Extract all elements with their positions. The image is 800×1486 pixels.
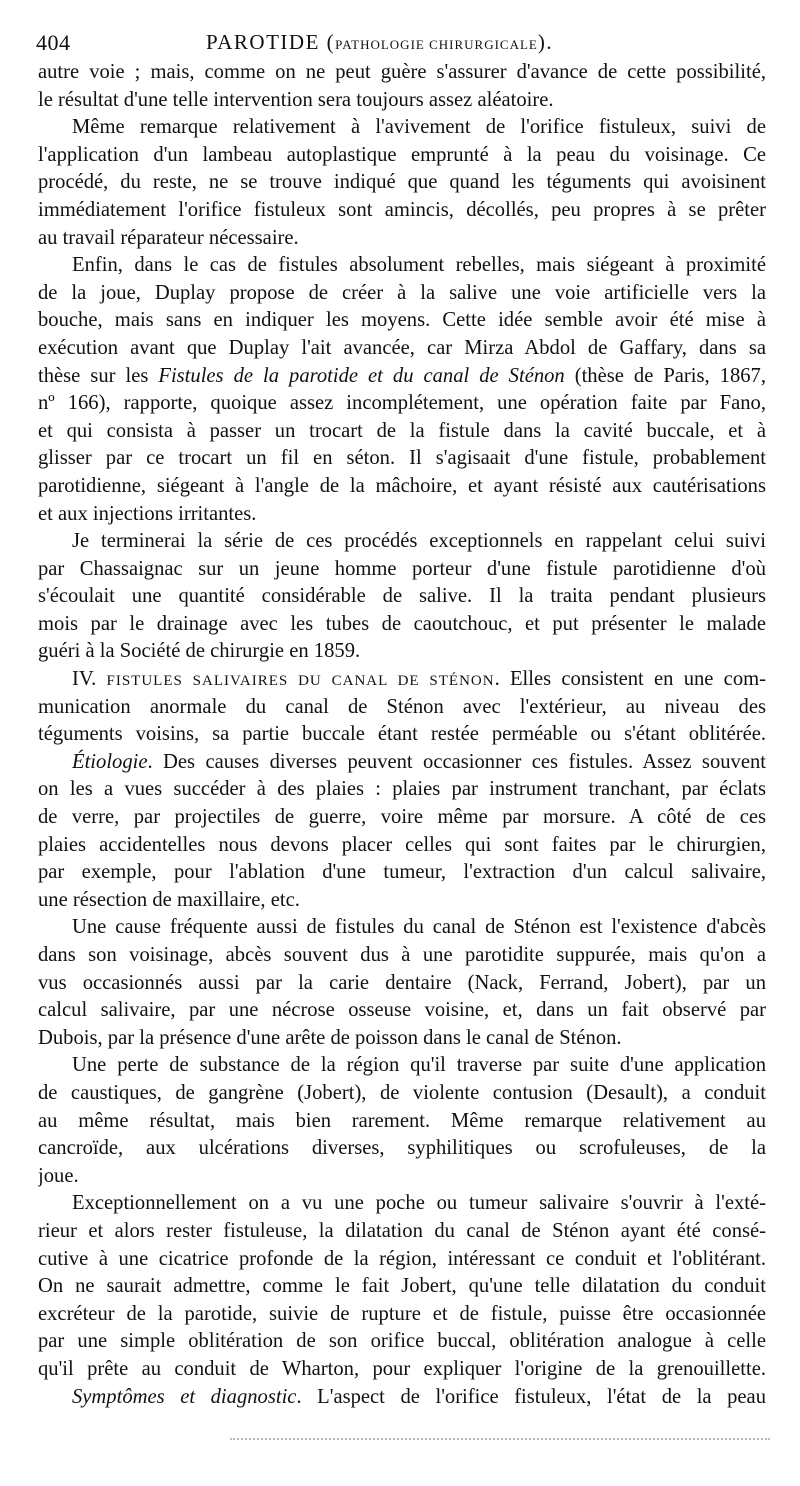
text-line: On ne saurait admettre, comme le fait Jobert, qu'une telle dilatation du conduit [38, 1275, 766, 1298]
text-line: l'application d'un lambeau autoplastique emprunté à la peau du voisinage. Ce [38, 143, 766, 166]
text-line: cutive à une cicatrice profonde de la région, intéressant ce conduit et l'oblitérant. [38, 1247, 766, 1270]
text-line: Une perte de substance de la région qu'il traverse par suite d'une application [72, 1054, 766, 1077]
text-line: joue. [38, 1164, 79, 1187]
text-line: au travail réparateur nécessaire. [38, 226, 299, 249]
styled-phrase: Fistules de la parotide et du canal de Sténon [158, 364, 565, 387]
text-line: de verre, par projectiles de guerre, voire même par morsure. A côté de ces [38, 806, 766, 829]
text-line: de caustiques, de gangrène (Jobert), de violente contusion (Desault), a conduit [38, 1081, 766, 1104]
text-line: munication anormale du canal de Sténon avec l'extérieur, au niveau des [38, 695, 766, 718]
running-head-main: PAROTIDE ( [206, 30, 336, 54]
running-head-end: ). [537, 30, 554, 54]
text-line: rieur et alors rester fistuleuse, la dilatation du canal de Sténon ayant été consé- [38, 1219, 766, 1242]
running-head-subtitle: PATHOLOGIE CHIRURGICALE [335, 37, 538, 52]
text-line: exécution avant que Duplay l'ait avancée, car Mirza Abdol de Gaffary, dans sa [38, 336, 766, 359]
text-line: par une simple oblitération de son orifice buccal, oblitération analogue à celle [38, 1330, 766, 1353]
text-line: par exemple, pour l'ablation d'une tumeur, l'extraction d'un calcul salivaire, [38, 861, 766, 884]
text-line: Exceptionnellement on a vu une poche ou tumeur salivaire s'ouvrir à l'exté- [72, 1192, 766, 1215]
text-line: excréteur de la parotide, suivie de rupture et de fistule, puisse être occasionnée [38, 1302, 766, 1325]
text-line: de la joue, Duplay propose de créer à la salive une voie artificielle vers la [38, 281, 766, 304]
text-line: Enfin, dans le cas de fistules absolument rebelles, mais siégeant à proximité [72, 254, 766, 277]
text-line: nº 166), rapporte, quoique assez incomplétement, une opération faite par Fano, [38, 392, 766, 415]
text-line: parotidienne, siégeant à l'angle de la mâchoire, et ayant résisté aux cautérisations [38, 474, 766, 497]
text-line: le résultat d'une telle intervention sera toujours assez aléatoire. [38, 88, 554, 111]
text-line: Symptômes et diagnostic. L'aspect de l'orifice fistuleux, l'état de la peau [72, 1385, 766, 1408]
text-line: thèse sur les Fistules de la parotide et du canal de Sténon (thèse de Paris, 1867, [38, 364, 766, 387]
text-line: Dubois, par la présence d'une arête de poisson dans le canal de Sténon. [38, 1026, 622, 1049]
styled-phrase: Étiologie [72, 750, 148, 773]
page-number: 404 [36, 30, 71, 55]
text-line: plaies accidentelles nous devons placer celles qui sont faites par le chirurgien, [38, 833, 766, 856]
text-line: cancroïde, aux ulcérations diverses, syphilitiques ou scrofuleuses, de la [38, 1137, 766, 1160]
text-line: immédiatement l'orifice fistuleux sont amincis, décollés, peu propres à se prêter [38, 198, 766, 221]
text-line: par Chassaignac sur un jeune homme porteur d'une fistule parotidienne d'où [38, 557, 766, 580]
text-line: s'écoulait une quantité considérable de salive. Il la traita pendant plusieurs [38, 585, 766, 608]
text-line: vus occasionnés aussi par la carie dentaire (Nack, Ferrand, Jobert), par un [38, 971, 766, 994]
text-line: guéri à la Société de chirurgie en 1859. [38, 640, 361, 663]
text-line: Étiologie. Des causes diverses peuvent occasionner ces fistules. Assez souvent [72, 750, 766, 773]
text-line: Même remarque relativement à l'avivement de l'orifice fistuleux, suivi de [72, 116, 766, 139]
text-line: au même résultat, mais bien rarement. Même remarque relativement au [38, 1109, 766, 1132]
text-line: téguments voisins, sa partie buccale étant restée perméable ou s'étant oblitérée. [38, 723, 766, 746]
text-line: et aux injections irritantes. [38, 502, 257, 525]
text-line: on les a vues succéder à des plaies : plaies par instrument tranchant, par éclats [38, 778, 766, 801]
text-line: procédé, du reste, ne se trouve indiqué que quand les téguments qui avoisinent [38, 171, 766, 194]
text-line: glisser par ce trocart un fil en séton. Il s'agisaait d'une fistule, probablement [38, 447, 766, 470]
text-line: Je terminerai la série de ces procédés exceptionnels en rappelant celui suivi [72, 530, 766, 553]
body-text [38, 59, 766, 1411]
text-line: bouche, mais sans en indiquer les moyens. Cette idée semble avoir été mise à [38, 309, 766, 332]
text-line: dans son voisinage, abcès souvent dus à une parotidite suppurée, mais qu'on a [38, 944, 766, 966]
text-line: IV. FISTULES SALIVAIRES DU CANAL DE STÉNON. Elles consistent en une com- [72, 668, 766, 691]
text-line: une résection de maxillaire, etc. [38, 888, 300, 911]
styled-phrase: FISTULES SALIVAIRES DU CANAL DE STÉNON [106, 673, 495, 690]
text-line: et qui consista à passer un trocart de la fistule dans la cavité buccale, et à [38, 419, 766, 442]
text-line: mois par le drainage avec les tubes de caoutchouc, et put présenter le malade [38, 612, 766, 635]
running-head [206, 30, 553, 55]
text-line: qu'il prête au conduit de Wharton, pour expliquer l'origine de la grenouillette. [38, 1357, 766, 1380]
text-line: calcul salivaire, par une nécrose osseuse voisine, et, dans un fait observé par [38, 999, 766, 1022]
bottom-rule [230, 1438, 770, 1444]
text-line: autre voie ; mais, comme on ne peut guère s'assurer d'avance de cette possibilité, [38, 61, 766, 83]
styled-phrase: Symptômes et diagnostic [72, 1385, 297, 1408]
page-header [36, 30, 766, 60]
text-line: Une cause fréquente aussi de fistules du canal de Sténon est l'existence d'abcès [72, 916, 766, 939]
